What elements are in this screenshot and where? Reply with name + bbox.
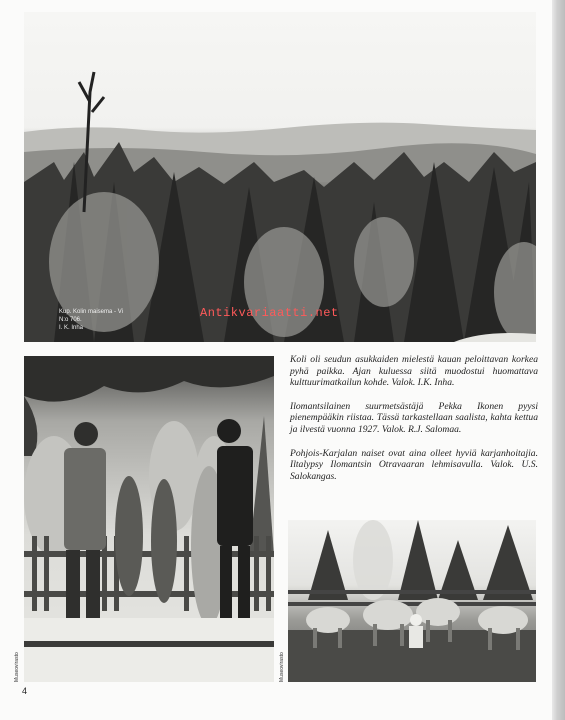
watermark-text[interactable]: Antikvariaatti.net: [200, 306, 339, 320]
stamp-line: Kup. Kolin maisema - Vi: [59, 309, 123, 315]
caption-milking: Pohjois-Karjalan naiset ovat aina olleet hyviä karjanhoitajia. Iltalypsy Ilomantsin Otravaaran lehmisavulla. Valok. U.S. Salokangas.: [290, 447, 538, 482]
page-edge-shadow: [552, 0, 565, 720]
cattle-photo: [288, 520, 536, 682]
landscape-illustration: [24, 12, 536, 342]
hunters-illustration: [24, 356, 274, 682]
photo-stamp: [59, 308, 149, 332]
landscape-photo-koli: [24, 12, 536, 342]
stamp-line: I. K. Inha: [59, 325, 84, 331]
cattle-illustration: [288, 520, 536, 682]
caption-koli: Koli oli seudun asukkaiden mielestä kauan peloittavan korkea pyhä paikka. Ajan kuluessa siitä muodostui huomattava kulttuurimatkailun kohde. Valok. I.K. Inha.: [290, 354, 538, 389]
page-number: 4: [22, 686, 28, 696]
photo-credit: Museovirasto: [279, 652, 285, 682]
photo-credit: Museovirasto: [14, 652, 20, 682]
caption-hunter: Ilomantsilainen suurmetsästäjä Pekka Ikonen pyysi pienempääkin riistaa. Tässä tarkastellaan saalista, kahta kettua ja ilvestä vuonna 1927. Valok. R.J. Salomaa.: [290, 400, 538, 435]
hunters-photo: [24, 356, 274, 682]
captions-column: [290, 354, 538, 494]
stamp-line: N:o 706.: [59, 317, 82, 323]
